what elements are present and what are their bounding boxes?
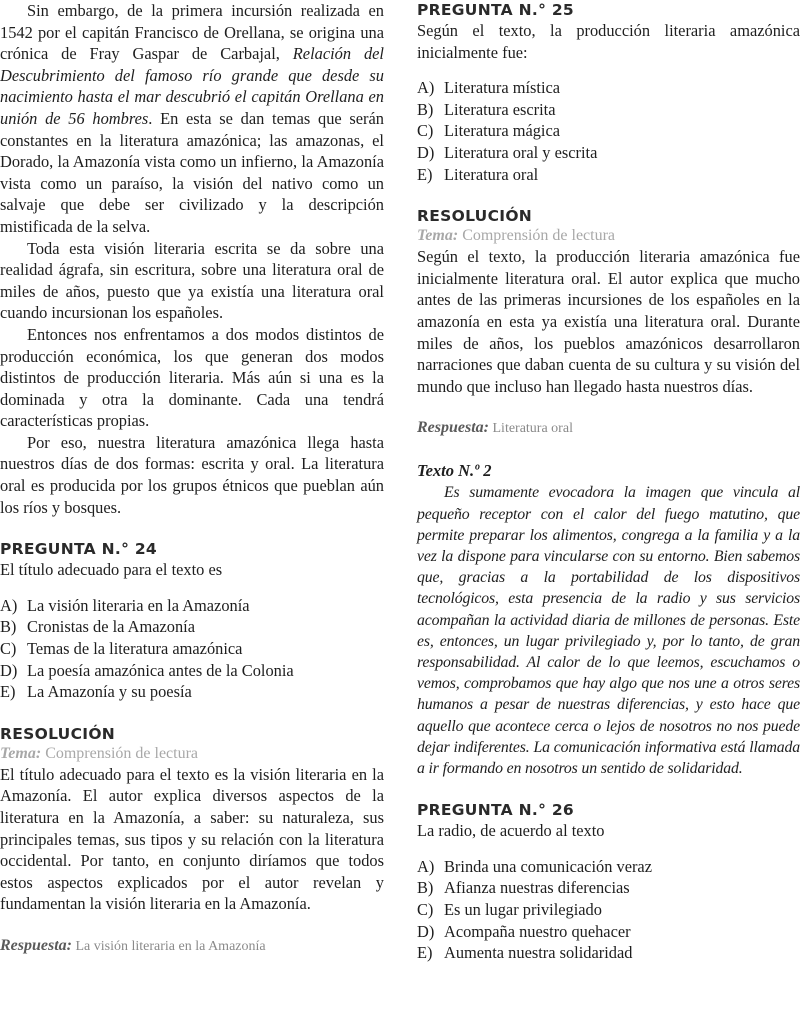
option-e[interactable]: E) Literatura oral — [417, 164, 539, 184]
spacer — [417, 185, 800, 206]
left-column — [0, 0, 384, 957]
text-2-body: Es sumamente evocadora la imagen que vincula al pequeño receptor con el calor del fuego matutino, que permite preparar los alimentos, congrega a la familia y a la vez la dispone para vincularse con su entorno. Bien sabemos que, gracias a la portabilidad de los dispositivos tecnológicos, esta presencia de la radio y sus servicios acompañan la actividad diaria de millones de personas. Este es, entonces, un lugar privilegiado y, por lo tanto, de gran responsabilidad. Al calor de lo que leemos, escuchamos o vemos, comprobamos que hay algo que nos une a otros seres humanos a pesar de nuestras diferencias, y esto hace que aquello que acontece cerca o lejos de nosotros no nos puede dejar indiferentes. La comunicación informativa está llamada a ir formando en nosotros un sentido de solidaridad. — [417, 484, 800, 777]
question-26-options — [417, 856, 800, 964]
option-d[interactable]: D) Literatura oral y escrita — [417, 142, 598, 162]
option-e[interactable]: E) Aumenta nuestra solidaridad — [417, 943, 633, 963]
question-24-heading: PREGUNTA N.° 24 — [0, 540, 158, 559]
option-b[interactable]: B) Cronistas de la Amazonía — [0, 617, 195, 637]
text-2-title: Texto N.º 2 — [417, 461, 492, 481]
spacer — [0, 703, 384, 724]
resolution-24-heading: RESOLUCIÓN — [0, 724, 116, 743]
question-24-stem: El título adecuado para el texto es — [0, 560, 223, 580]
spacer — [417, 439, 800, 460]
resolution-25-body: Según el texto, la producción literaria amazónica fue inicialmente literatura oral. El autor explica que mucho antes de las primeras incursiones de los españoles en la amazonía en esta ya existía una literatura oral. Durante miles de años, los pueblos amazónicos desarrollaron narraciones que daban cuenta de su cultura y su visión del mundo que incluso han llegado hasta nuestros días. — [417, 247, 800, 396]
spacer — [417, 779, 800, 800]
option-d[interactable]: D) Acompaña nuestro quehacer — [417, 921, 631, 941]
intro-paragraph-2: Toda esta visión literaria escrita se da sobre una realidad ágrafa, sin escritura, sobre una literatura oral de miles de años, puesto que ya existía una literatura oral cuando incursionan los españoles. — [0, 238, 384, 323]
spacer — [0, 915, 384, 936]
intro-paragraph-3: Entonces nos enfrentamos a dos modos distintos de producción económica, los que generan dos modos distintos de producción literaria. Más aún si una es la dominada y otra la dominante. Cada una tendrá características propias. — [0, 324, 384, 431]
question-26-stem: La radio, de acuerdo al texto — [417, 821, 605, 841]
question-25-heading: PREGUNTA N.° 25 — [417, 1, 575, 19]
answer-24: Respuesta: La visión literaria en la Amazonía — [0, 936, 266, 954]
option-e[interactable]: E) La Amazonía y su poesía — [0, 682, 192, 702]
spacer — [0, 518, 384, 539]
resolution-25-topic: Tema: Comprensión de lectura — [417, 227, 616, 245]
intro-paragraph-1: Sin embargo, de la primera incursión realizada en 1542 por el capitán Francisco de Orellana, se origina una crónica de Fray Gaspar de Carbajal, Relación del Descubrimiento del famoso río grande que desde su nacimiento hasta el mar descubrió el capitán Orellana en unión de 56 hombres. En esta se dan temas que serán constantes en la literatura amazónica; las amazonas, el Dorado, la Amazonía vista como un infierno, la Amazonía vista como un paraíso, la visión del nativo como un salvaje que debe ser civilizado y la descripción mistificada de la selva. — [0, 1, 384, 236]
resolution-24-topic: Tema: Comprensión de lectura — [0, 744, 199, 762]
spacer — [0, 581, 384, 595]
question-24-options — [0, 595, 384, 703]
resolution-24-body: El título adecuado para el texto es la visión literaria en la Amazonía. El autor explica diversos aspectos de la literatura en la Amazonía, a saber: su naturaleza, sus principales temas, sus tipos y su relación con la literatura occidental. Por tanto, en conjunto diríamos que todos estos aspectos explicados por el autor revelan y fundamentan la visión literaria en la Amazonía. — [0, 764, 384, 914]
answer-25: Respuesta: Literatura oral — [417, 419, 573, 437]
intro-paragraph-4: Por eso, nuestra literatura amazónica llega hasta nuestros días de dos formas: escrita y oral. La literatura oral es producida por los grupos étnicos que pueblan aún los ríos y bosques. — [0, 432, 384, 517]
spacer — [417, 842, 800, 856]
spacer — [417, 397, 800, 418]
text-2-passage — [417, 482, 800, 779]
option-c[interactable]: C) Literatura mágica — [417, 121, 561, 141]
option-d[interactable]: D) La poesía amazónica antes de la Colonia — [0, 660, 294, 680]
option-a[interactable]: A) Literatura mística — [417, 78, 561, 98]
resolution-25-heading: RESOLUCIÓN — [417, 207, 533, 226]
option-b[interactable]: B) Literatura escrita — [417, 99, 556, 119]
right-column — [417, 0, 800, 964]
option-c[interactable]: C) Es un lugar privilegiado — [417, 899, 602, 919]
question-25-options — [417, 77, 800, 185]
option-a[interactable]: A) La visión literaria en la Amazonía — [0, 595, 250, 615]
question-25-stem: Según el texto, la producción literaria amazónica inicialmente fue: — [417, 21, 800, 62]
spacer — [417, 63, 800, 77]
option-b[interactable]: B) Afianza nuestras diferencias — [417, 878, 630, 898]
question-26-heading: PREGUNTA N.° 26 — [417, 801, 575, 820]
option-a[interactable]: A) Brinda una comunicación veraz — [417, 856, 652, 876]
option-c[interactable]: C) Temas de la literatura amazónica — [0, 639, 243, 659]
chronicle-title: Relación del Descubrimiento del famoso río grande que desde su nacimiento hasta el mar descubrió el capitán Orellana en unión de 56 hombres — [0, 44, 384, 128]
